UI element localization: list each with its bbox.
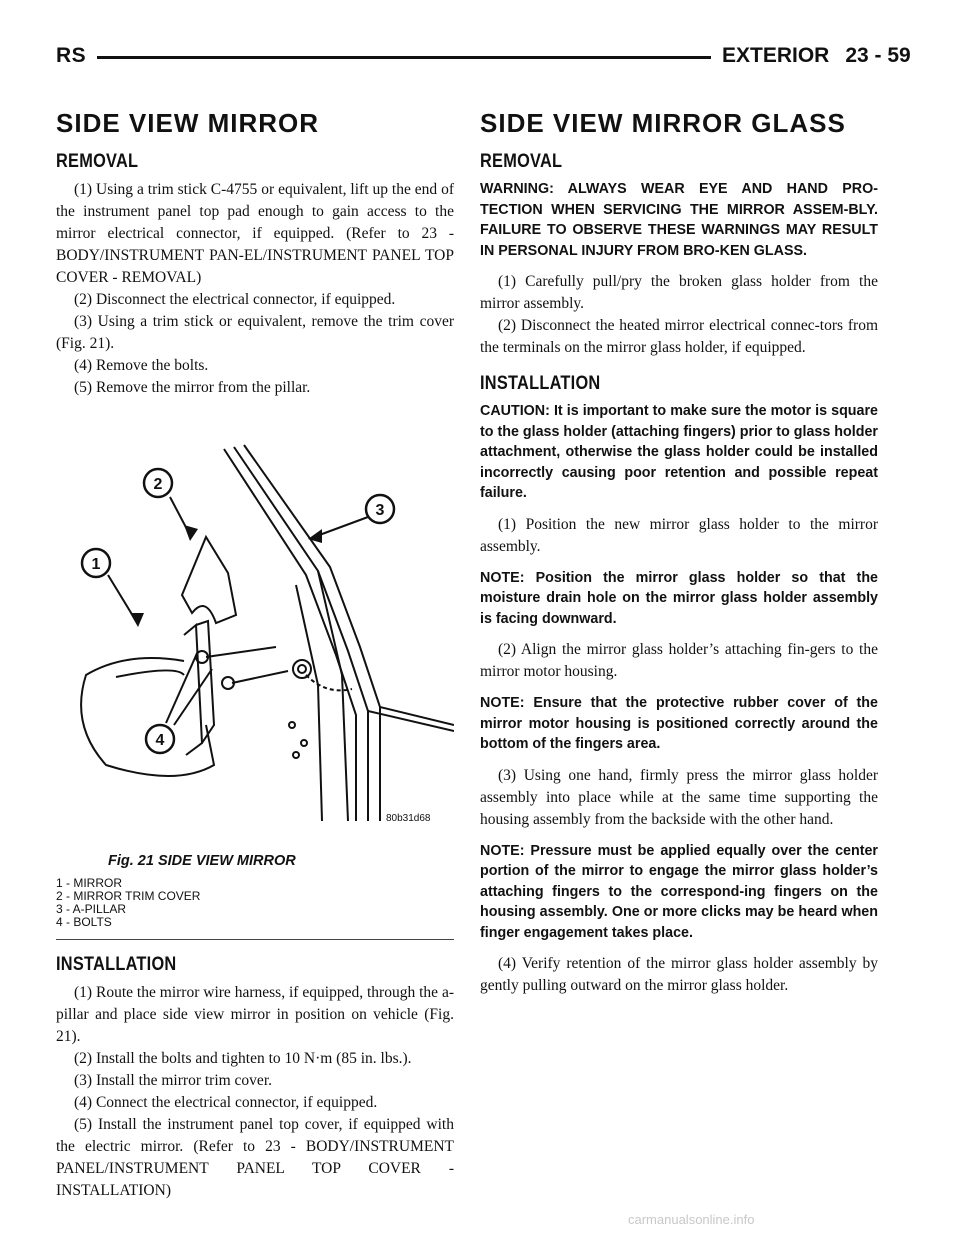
install-step: (2) Align the mirror glass holder’s attaching fin-gers to the mirror motor housing.: [480, 641, 878, 680]
legend-item: 4 - BOLTS: [56, 915, 112, 929]
removal-step: (2) Disconnect the electrical connector, if equipped.: [74, 291, 396, 308]
callout-2-label: 2: [153, 476, 163, 493]
callout-4-label: 4: [155, 732, 165, 749]
install-step: (4) Verify retention of the mirror glass holder assembly by gently pulling outward on the mirror glass holder.: [480, 955, 878, 994]
section-title: SIDE VIEW MIRROR GLASS: [480, 108, 846, 138]
header-section: EXTERIOR: [722, 44, 830, 67]
removal-step: (5) Remove the mirror from the pillar.: [74, 379, 311, 396]
removal-step: (3) Using a trim stick or equivalent, remove the trim cover (Fig. 21).: [56, 313, 454, 352]
page-number: 23 - 59: [845, 44, 911, 67]
left-column: [56, 108, 454, 1202]
removal-step: (1) Using a trim stick C-4755 or equivalent, lift up the end of the instrument panel top pad enough to gain access to the mirror electrical connector, if equipped. (Refer to 23 - BODY/INSTRUMENT PAN-EL/INSTRUMENT PANEL TOP COVER - REMOVAL): [56, 181, 454, 286]
right-column: [480, 108, 878, 997]
removal-heading: REMOVAL: [56, 151, 139, 172]
header-left: RS: [56, 44, 87, 67]
figure-id: 80b31d68: [386, 813, 431, 824]
footer-watermark: carmanualsonline.info: [628, 1212, 755, 1227]
note-text: NOTE: Ensure that the protective rubber cover of the mirror motor housing is positioned correctly around the bottom of the fingers area.: [480, 695, 878, 752]
caution-text: CAUTION: It is important to make sure the motor is square to the glass holder (attaching fingers) prior to glass holder attachment, otherwise the glass holder could be installed incorrectly causing poor retention and possible repeat failure.: [480, 403, 878, 501]
callout-1-label: 1: [91, 556, 101, 573]
install-heading: INSTALLATION: [480, 373, 601, 394]
install-step: (1) Position the new mirror glass holder to the mirror assembly.: [480, 515, 878, 555]
removal-step: (2) Disconnect the heated mirror electrical connec-tors from the terminals on the mirror glass holder, if equipped.: [480, 317, 878, 356]
install-step: (3) Using one hand, firmly press the mirror glass holder assembly into place while at the same time supporting the housing assembly from the backside with the other hand.: [480, 766, 878, 828]
figure-caption: Fig. 21 SIDE VIEW MIRROR: [108, 853, 296, 869]
header-rule: [97, 56, 711, 59]
install-step: (3) Install the mirror trim cover.: [74, 1072, 272, 1089]
mirror-illustration: [56, 425, 454, 845]
install-step: (4) Connect the electrical connector, if equipped.: [74, 1094, 378, 1111]
install-step: (1) Route the mirror wire harness, if equipped, through the a-pillar and place side view mirror in position on vehicle (Fig. 21).: [56, 984, 454, 1045]
removal-heading: REMOVAL: [480, 151, 563, 172]
figure-legend: [56, 877, 454, 929]
callout-3-label: 3: [375, 502, 385, 519]
install-heading: INSTALLATION: [56, 954, 177, 975]
legend-item: 2 - MIRROR TRIM COVER: [56, 889, 201, 903]
note-text: NOTE: Position the mirror glass holder so that the moisture drain hole on the mirror glass holder assembly is facing downward.: [480, 569, 878, 627]
removal-step: (1) Carefully pull/pry the broken glass holder from the mirror assembly.: [480, 273, 878, 312]
warning-text: WARNING: ALWAYS WEAR EYE AND HAND PRO-TECTION WHEN SERVICING THE MIRROR ASSEM-BLY. FAILURE TO OBSERVE THESE WARNINGS MAY RESULT IN PERSONAL INJURY FROM BRO-KEN GLASS.: [480, 181, 878, 259]
removal-step: (4) Remove the bolts.: [74, 357, 209, 374]
note-text: NOTE: Pressure must be applied equally over the center portion of the mirror to engage the mirror glass holder’s attaching fingers to the correspond-ing fingers on the housing assembly. One or more clicks may be heard when finger engagement takes place.: [480, 842, 878, 941]
legend-item: 1 - MIRROR: [56, 876, 122, 890]
install-step: (5) Install the instrument panel top cover, if equipped with the electric mirror. (Refer to 23 - BODY/INSTRUMENT PANEL/INSTRUMENT PANEL TOP COVER - INSTALLATION): [56, 1116, 454, 1199]
legend-item: 3 - A-PILLAR: [56, 902, 127, 916]
section-title: SIDE VIEW MIRROR: [56, 108, 320, 138]
mirror-figure: [56, 425, 454, 845]
install-step: (2) Install the bolts and tighten to 10 N·m (85 in. lbs.).: [74, 1050, 412, 1067]
header-right: [722, 44, 911, 68]
